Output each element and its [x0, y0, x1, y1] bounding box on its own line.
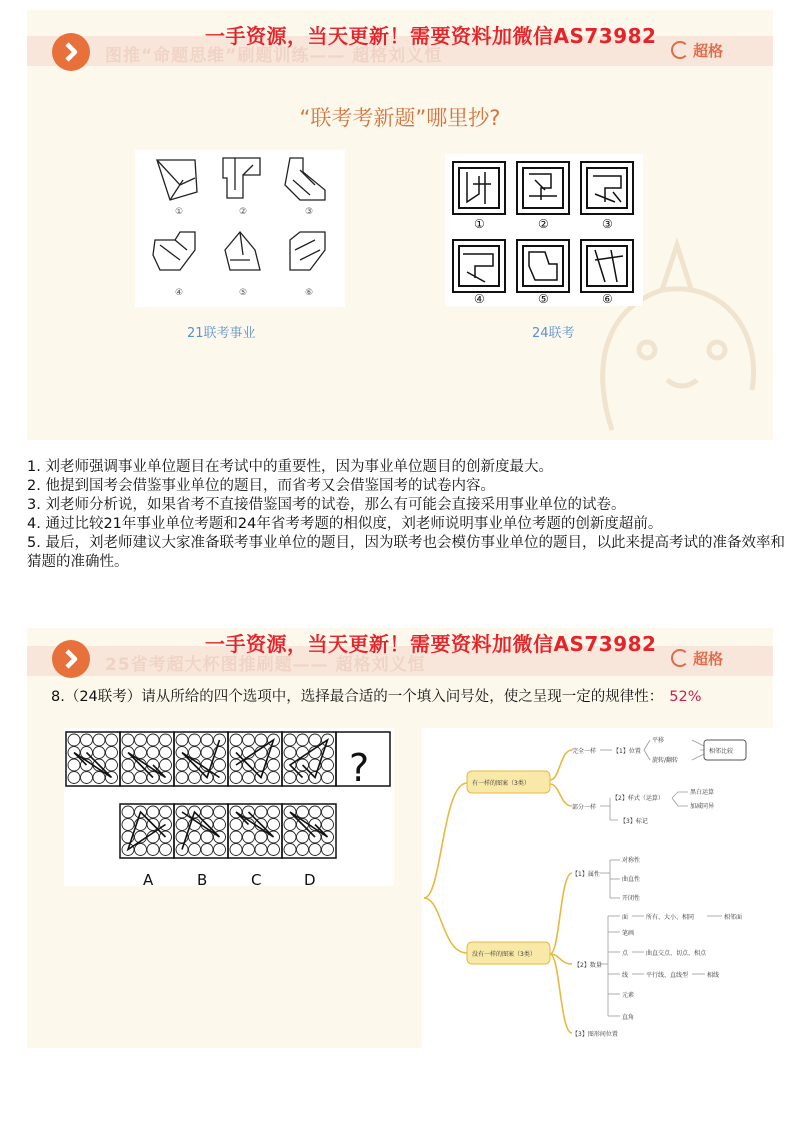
chevron-right-icon — [61, 41, 83, 63]
grid-circle — [201, 747, 213, 759]
grid-circle — [255, 844, 267, 856]
grid-circle — [268, 772, 280, 784]
grid-circle — [176, 772, 188, 784]
mm-text: 开闭性 — [622, 895, 641, 902]
mm-text: 部分一样 — [572, 804, 597, 811]
note-item: 1. 刘老师强调事业单位题目在考试中的重要性，因为事业单位题目的创新度最大。 — [27, 459, 553, 475]
note-item: 4. 通过比较21年事业单位考题和24年省考考题的相似度，刘老师说明事业单位考题的创新度超前。 — [27, 516, 663, 532]
grid-circle — [255, 831, 267, 843]
grid-circle — [201, 831, 213, 843]
correct-rate: 52% — [669, 689, 702, 705]
puzzle-figure — [64, 728, 394, 886]
arrow-button — [52, 640, 90, 678]
grid-circle — [284, 831, 296, 843]
grid-circle — [160, 759, 172, 771]
grid-circle — [230, 831, 242, 843]
option-c-label[interactable]: C — [251, 871, 262, 889]
grid-circle — [284, 844, 296, 856]
right-caption: 24联考 — [532, 326, 575, 341]
figure-number: ① — [474, 217, 485, 231]
brand-logo: 超格 — [671, 40, 723, 61]
grid-circle — [284, 819, 296, 831]
grid-circle — [243, 734, 255, 746]
puzzle-stroke — [182, 740, 220, 778]
banner-title: 图推“命题思维”刷题训练—— 超格刘义恒 — [105, 46, 443, 66]
grid-circle — [268, 806, 280, 818]
grid-circle — [284, 772, 296, 784]
grid-circle — [81, 734, 93, 746]
figure-number: ③ — [602, 217, 613, 231]
question-mark: ? — [349, 746, 370, 790]
mm-text: 平移 — [652, 737, 665, 744]
slide-2 — [27, 628, 773, 1048]
grid-circle — [93, 734, 105, 746]
figure-number: ③ — [305, 207, 314, 217]
grid-circle — [106, 734, 118, 746]
grid-circle — [268, 759, 280, 771]
grid-circle — [122, 759, 134, 771]
mm-text: 平行线、直线型 — [646, 972, 689, 979]
mm-text: 对称性 — [622, 857, 641, 864]
mm-text: 有一样的图案（3类） — [472, 780, 530, 787]
grid-circle — [297, 806, 309, 818]
grid-circle — [322, 759, 334, 771]
grid-circle — [68, 734, 80, 746]
figure-24-panel — [445, 154, 643, 306]
grid-circle — [243, 772, 255, 784]
grid-circle — [255, 806, 267, 818]
figure-number: ⑥ — [602, 292, 613, 306]
grid-circle — [201, 844, 213, 856]
grid-circle — [122, 734, 134, 746]
figure-number: ⑤ — [239, 288, 248, 298]
mm-text: 【2】数量 — [574, 962, 602, 969]
mm-text: 加减同异 — [690, 803, 715, 810]
slide-title: “联考考新题”哪里抄? — [299, 106, 501, 130]
mm-text: 没有一样的图案（3类） — [472, 951, 536, 958]
mm-text: 曲直性 — [622, 876, 641, 883]
grid-circle — [214, 844, 226, 856]
grid-circle — [189, 831, 201, 843]
figure-number: ② — [538, 217, 549, 231]
brand-logo: 超格 — [671, 648, 723, 669]
grid-circle — [284, 734, 296, 746]
mm-text: 曲直交点、切点、相点 — [646, 950, 707, 957]
mm-text: 【3】标记 — [620, 818, 648, 825]
question-text: 8.（24联考）请从所给的四个选项中，选择最合适的一个填入问号处，使之呈现一定的规律性： 52% — [51, 689, 702, 705]
note-item: 3. 刘老师分析说，如果省考不直接借鉴国考的试卷，那么有可能会直接采用事业单位的试卷。 — [27, 497, 626, 513]
mm-text: 所有、大小、相同 — [646, 914, 695, 921]
grid-circle — [147, 844, 159, 856]
note-item: 2. 他提到国考会借鉴事业单位的题目，而省考又会借鉴国考的试卷内容。 — [27, 478, 495, 494]
grid-circle — [214, 806, 226, 818]
logo-g-icon — [671, 41, 689, 59]
chevron-right-icon — [61, 648, 83, 670]
grid-circle — [122, 806, 134, 818]
puzzle-stroke — [236, 740, 274, 778]
grid-circle — [297, 844, 309, 856]
mm-text: 相邻面 — [724, 914, 743, 921]
mm-text: 【1】位置 — [613, 748, 641, 755]
grid-circle — [135, 734, 147, 746]
grid-circle — [68, 759, 80, 771]
grid-circle — [160, 734, 172, 746]
option-b-label[interactable]: B — [197, 871, 208, 889]
slide-1 — [27, 10, 773, 440]
grid-circle — [106, 747, 118, 759]
grid-circle — [201, 734, 213, 746]
left-caption: 21联考事业 — [187, 326, 256, 341]
watermark-text: 一手资源，当天更新！需要资料加微信AS73982 — [205, 632, 657, 656]
mm-text: 【2】样式（运算） — [612, 795, 664, 802]
grid-circle — [297, 831, 309, 843]
grid-circle — [160, 747, 172, 759]
mm-text: 相线 — [707, 972, 720, 979]
figure-number: ② — [239, 207, 248, 217]
puzzle-stroke — [290, 740, 328, 778]
grid-circle — [189, 772, 201, 784]
figure-number: ⑥ — [305, 288, 314, 298]
grid-circle — [81, 772, 93, 784]
grid-circle — [214, 759, 226, 771]
mm-text: 【1】属性 — [572, 871, 600, 878]
grid-circle — [322, 806, 334, 818]
grid-circle — [297, 734, 309, 746]
grid-circle — [322, 819, 334, 831]
figure-number: ⑤ — [538, 292, 549, 306]
grid-circle — [135, 772, 147, 784]
mindmap-panel — [422, 728, 773, 1048]
grid-circle — [106, 759, 118, 771]
grid-circle — [201, 806, 213, 818]
puzzle-stroke — [182, 812, 220, 850]
grid-circle — [230, 844, 242, 856]
puzzle-stroke — [128, 812, 166, 850]
figure-number: ① — [175, 207, 184, 217]
grid-circle — [122, 819, 134, 831]
puzzle-panel — [64, 728, 394, 889]
grid-circle — [243, 844, 255, 856]
figure-21-panel — [135, 150, 345, 307]
mm-text: 点 — [622, 950, 629, 957]
grid-circle — [309, 806, 321, 818]
grid-circle — [93, 747, 105, 759]
grid-circle — [176, 759, 188, 771]
figure-number: ④ — [474, 292, 485, 306]
grid-circle — [189, 734, 201, 746]
grid-circle — [147, 806, 159, 818]
grid-circle — [268, 844, 280, 856]
mindmap-diagram — [422, 728, 773, 1048]
grid-circle — [230, 734, 242, 746]
grid-circle — [147, 734, 159, 746]
grid-circle — [176, 819, 188, 831]
mm-text: 直角 — [622, 1014, 635, 1021]
grid-circle — [93, 772, 105, 784]
grid-circle — [255, 734, 267, 746]
grid-circle — [176, 734, 188, 746]
arrow-button — [52, 33, 90, 71]
banner-title: 25省考超大杯图推刷题—— 超格刘义恒 — [105, 655, 426, 675]
grid-circle — [147, 747, 159, 759]
watermark-text: 一手资源，当天更新！需要资料加微信AS73982 — [205, 24, 657, 48]
mm-text: 完全一样 — [572, 748, 597, 755]
option-a-label[interactable]: A — [143, 871, 154, 889]
grid-circle — [230, 819, 242, 831]
mm-text: 【3】图形间位置 — [572, 1031, 618, 1038]
grid-circle — [160, 844, 172, 856]
mm-text: 线 — [622, 972, 629, 979]
grid-circle — [322, 844, 334, 856]
option-d-label[interactable]: D — [304, 871, 316, 889]
grid-circle — [214, 819, 226, 831]
grid-circle — [135, 844, 147, 856]
grid-circle — [309, 734, 321, 746]
grid-circle — [135, 747, 147, 759]
figure-21-shapes — [135, 150, 345, 307]
mm-text: 面 — [622, 914, 629, 921]
grid-circle — [189, 747, 201, 759]
grid-circle — [322, 772, 334, 784]
grid-circle — [268, 819, 280, 831]
mm-text: 旋转/翻转 — [652, 757, 679, 764]
grid-circle — [284, 747, 296, 759]
mm-text: 黑白运算 — [690, 789, 715, 796]
grid-circle — [68, 772, 80, 784]
note-item: 5. 最后，刘老师建议大家准备联考事业单位的题目，因为联考也会模仿事业单位的题目，以此来提高考试的准备效率和猜题的准确性。 — [27, 535, 785, 570]
logo-g-icon — [671, 649, 689, 667]
mm-text: 元素 — [622, 992, 635, 999]
figure-number: ④ — [175, 288, 184, 298]
mm-text: 相邻比较 — [709, 748, 734, 755]
grid-circle — [122, 772, 134, 784]
grid-circle — [309, 844, 321, 856]
grid-circle — [189, 844, 201, 856]
grid-circle — [243, 831, 255, 843]
mm-text: 笔画 — [622, 930, 635, 937]
notes-list — [27, 458, 787, 572]
grid-circle — [230, 772, 242, 784]
grid-circle — [160, 806, 172, 818]
